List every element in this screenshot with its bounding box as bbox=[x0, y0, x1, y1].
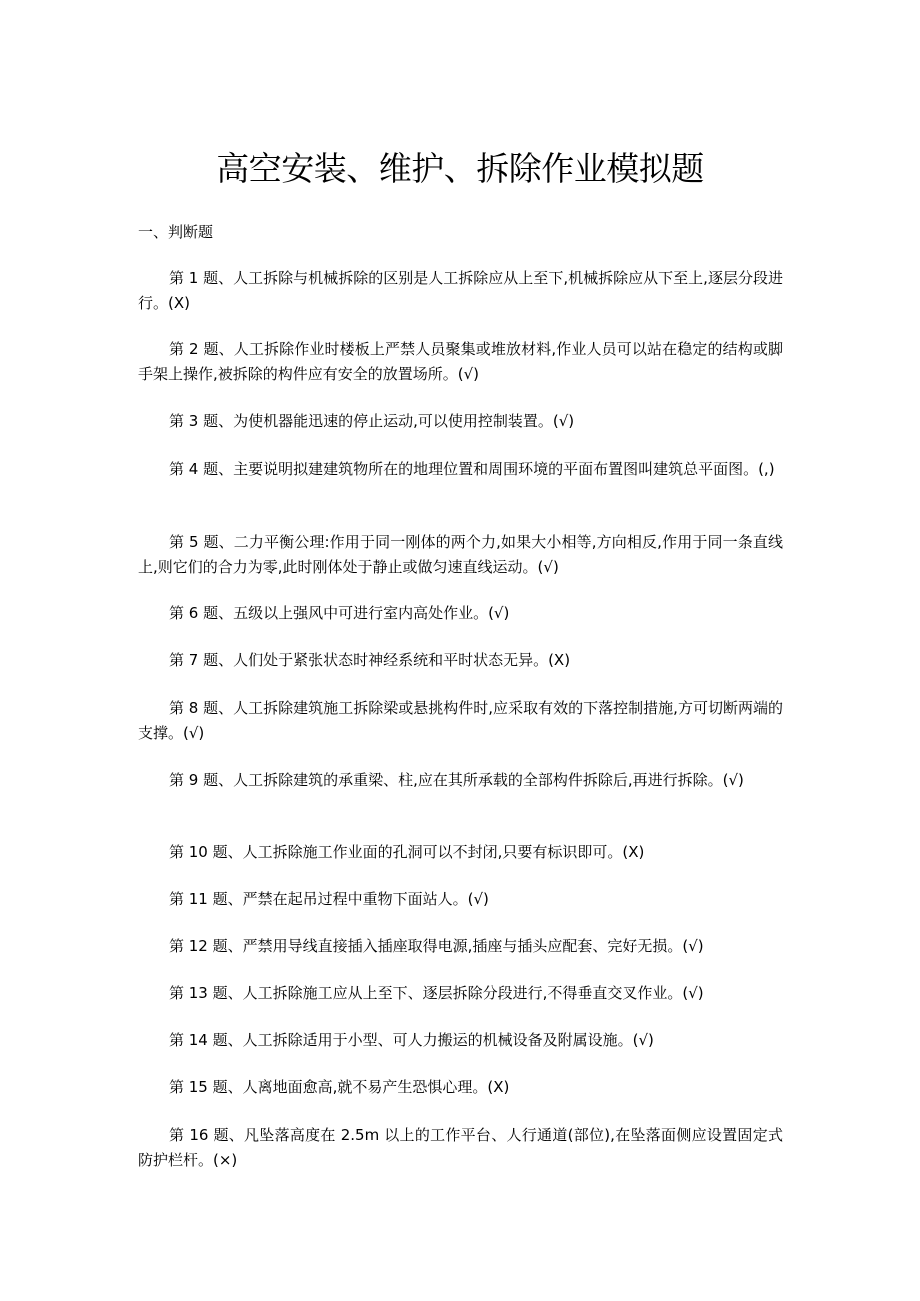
question-3: 第 3 题、为使机器能迅速的停止运动,可以使用控制装置。(√) bbox=[169, 412, 575, 430]
question-12: 第 12 题、严禁用导线直接插入插座取得电源,插座与插头应配套、完好无损。(√) bbox=[169, 937, 704, 955]
question-7: 第 7 题、人们处于紧张状态时神经系统和平时状态无异。(X) bbox=[169, 651, 571, 669]
question-8: 第 8 题、人工拆除建筑施工拆除梁或悬挑构件时,应采取有效的下落控制措施,方可切断两端的支撑。(√) bbox=[138, 699, 783, 742]
question-11: 第 11 题、严禁在起吊过程中重物下面站人。(√) bbox=[169, 890, 489, 908]
question-5: 第 5 题、二力平衡公理:作用于同一刚体的两个力,如果大小相等,方向相反,作用于同一条直线上,则它们的合力为零,此时刚体处于静止或做匀速直线运动。(√) bbox=[138, 533, 783, 576]
question-1: 第 1 题、人工拆除与机械拆除的区别是人工拆除应从上至下,机械拆除应从下至上,逐层分段进行。(X) bbox=[138, 269, 783, 312]
question-13: 第 13 题、人工拆除施工应从上至下、逐层拆除分段进行,不得垂直交叉作业。(√) bbox=[169, 984, 704, 1002]
question-4: 第 4 题、主要说明拟建建筑物所在的地理位置和周围环境的平面布置图叫建筑总平面图。(,) bbox=[169, 460, 775, 478]
question-10: 第 10 题、人工拆除施工作业面的孔洞可以不封闭,只要有标识即可。(X) bbox=[169, 843, 645, 861]
question-14: 第 14 题、人工拆除适用于小型、可人力搬运的机械设备及附属设施。(√) bbox=[169, 1031, 654, 1049]
question-15: 第 15 题、人离地面愈高,就不易产生恐惧心理。(X) bbox=[169, 1078, 510, 1096]
question-6: 第 6 题、五级以上强风中可进行室内高处作业。(√) bbox=[169, 604, 510, 622]
question-16: 第 16 题、凡坠落高度在 2.5m 以上的工作平台、人行通道(部位),在坠落面侧应设置固定式防护栏杆。(×) bbox=[138, 1126, 783, 1169]
question-9: 第 9 题、人工拆除建筑的承重梁、柱,应在其所承载的全部构件拆除后,再进行拆除。(√) bbox=[169, 771, 744, 789]
section-heading: 一、判断题 bbox=[138, 223, 214, 241]
question-2: 第 2 题、人工拆除作业时楼板上严禁人员聚集或堆放材料,作业人员可以站在稳定的结构或脚手架上操作,被拆除的构件应有安全的放置场所。(√) bbox=[138, 340, 783, 383]
document-title: 高空安装、维护、拆除作业模拟题 bbox=[216, 149, 704, 188]
